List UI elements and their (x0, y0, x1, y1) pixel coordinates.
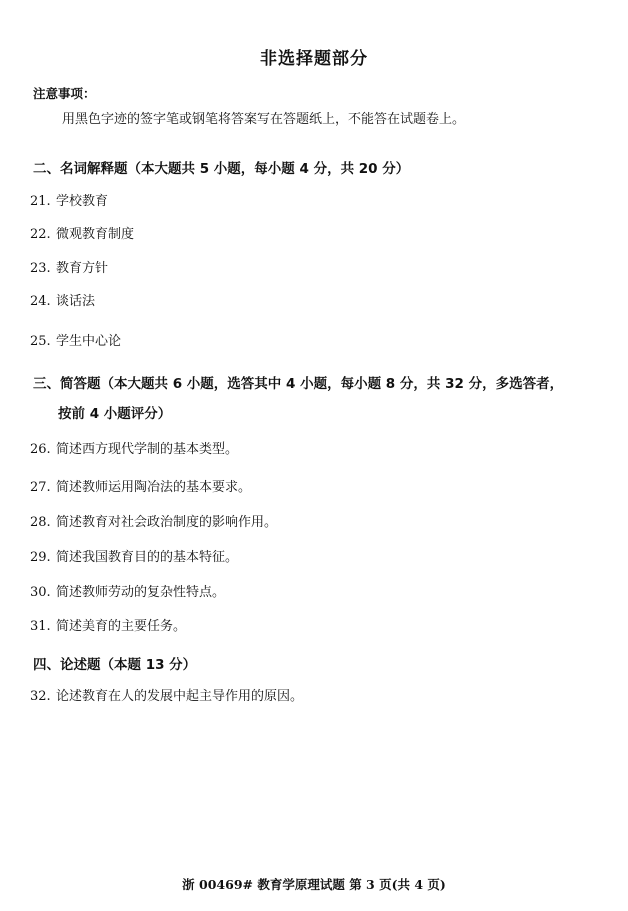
page-footer: 浙 00469# 教育学原理试题 第 3 页(共 4 页) (182, 877, 446, 892)
question-text: 学校教育 (56, 194, 109, 209)
question-text: 谈话法 (56, 294, 96, 309)
notice-label: 注意事项： (33, 86, 96, 101)
question-number: 28. (30, 515, 51, 530)
question-text: 简述西方现代学制的基本类型。 (56, 442, 239, 457)
question-28 (30, 511, 277, 530)
question-text: 微观教育制度 (56, 227, 135, 242)
question-text: 简述教师劳动的复杂性特点。 (56, 585, 226, 600)
question-number: 29. (30, 550, 51, 565)
question-number: 31. (30, 619, 51, 634)
section-heading-short-answer: 三、简答题（本大题共 6 小题，选答其中 4 小题，每小题 8 分，共 32 分，多选答者， (33, 376, 564, 392)
question-29 (30, 546, 238, 565)
question-number: 24. (30, 294, 51, 309)
section-heading-definitions: 二、名词解释题（本大题共 5 小题，每小题 4 分，共 20 分） (33, 161, 410, 177)
question-number: 27. (30, 480, 51, 495)
question-22 (30, 223, 134, 242)
question-text: 简述教师运用陶冶法的基本要求。 (56, 480, 252, 495)
question-number: 32. (30, 689, 51, 704)
question-number: 26. (30, 442, 51, 457)
question-number: 22. (30, 227, 51, 242)
question-number: 25. (30, 334, 51, 349)
question-number: 21. (30, 194, 51, 209)
question-31 (30, 615, 186, 634)
question-27 (30, 476, 251, 495)
question-text: 论述教育在人的发展中起主导作用的原因。 (56, 689, 304, 704)
section-heading-short-answer-cont: 按前 4 小题评分） (58, 406, 172, 422)
question-text: 简述我国教育目的的基本特征。 (56, 550, 239, 565)
question-text: 学生中心论 (56, 334, 122, 349)
page-title: 非选择题部分 (260, 49, 368, 69)
question-21 (30, 190, 108, 209)
question-23 (30, 257, 108, 276)
question-25 (30, 330, 121, 349)
question-text: 教育方针 (56, 261, 109, 276)
question-32 (30, 685, 303, 704)
question-text: 简述教育对社会政治制度的影响作用。 (56, 515, 278, 530)
section-heading-essay: 四、论述题（本题 13 分） (33, 657, 197, 673)
question-30 (30, 581, 225, 600)
question-number: 23. (30, 261, 51, 276)
question-text: 简述美育的主要任务。 (56, 619, 187, 634)
question-24 (30, 290, 95, 309)
question-number: 30. (30, 585, 51, 600)
question-26 (30, 438, 238, 457)
notice-text: 用黑色字迹的签字笔或钢笔将答案写在答题纸上，不能答在试题卷上。 (62, 112, 466, 127)
